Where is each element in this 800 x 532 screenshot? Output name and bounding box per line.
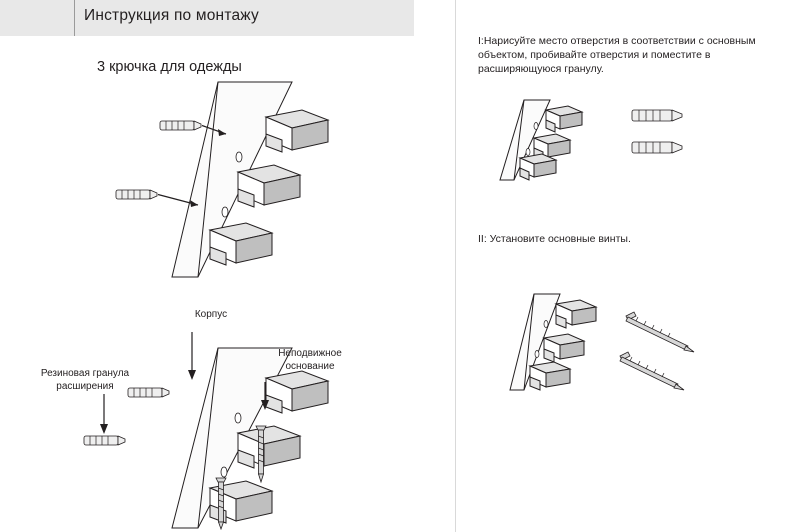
anchor-bottom-2 bbox=[84, 436, 125, 445]
anchor-bottom bbox=[116, 190, 157, 199]
step-1-text: I:Нарисуйте место отверстия в соответствии с основным объектом, пробивайте отверстия и поместите в расширяющуюся гранулу. bbox=[478, 35, 756, 75]
exploded-hook-rail-illustration-top bbox=[70, 72, 390, 292]
callout-body: Корпус bbox=[194, 309, 228, 320]
screw-diagonal-2 bbox=[620, 352, 684, 390]
callout-fixed-base: Неподвижное основание bbox=[278, 348, 342, 372]
page-title: Инструкция по монтажу bbox=[84, 7, 259, 24]
granule-2 bbox=[632, 142, 682, 153]
column-divider bbox=[455, 0, 456, 532]
callout-rubber-granule: Резиновая гранула расширения bbox=[40, 368, 130, 392]
screw-diagonal-1 bbox=[626, 312, 694, 352]
step-2-text: II: Установите основные винты. bbox=[478, 233, 631, 245]
granule-1 bbox=[632, 110, 682, 121]
step-1-illustration bbox=[492, 96, 722, 186]
header-divider-line bbox=[74, 0, 75, 36]
anchor-top bbox=[160, 121, 201, 130]
step-2-illustration bbox=[492, 290, 722, 410]
product-subtitle: 3 крючка для одежды bbox=[97, 59, 242, 75]
